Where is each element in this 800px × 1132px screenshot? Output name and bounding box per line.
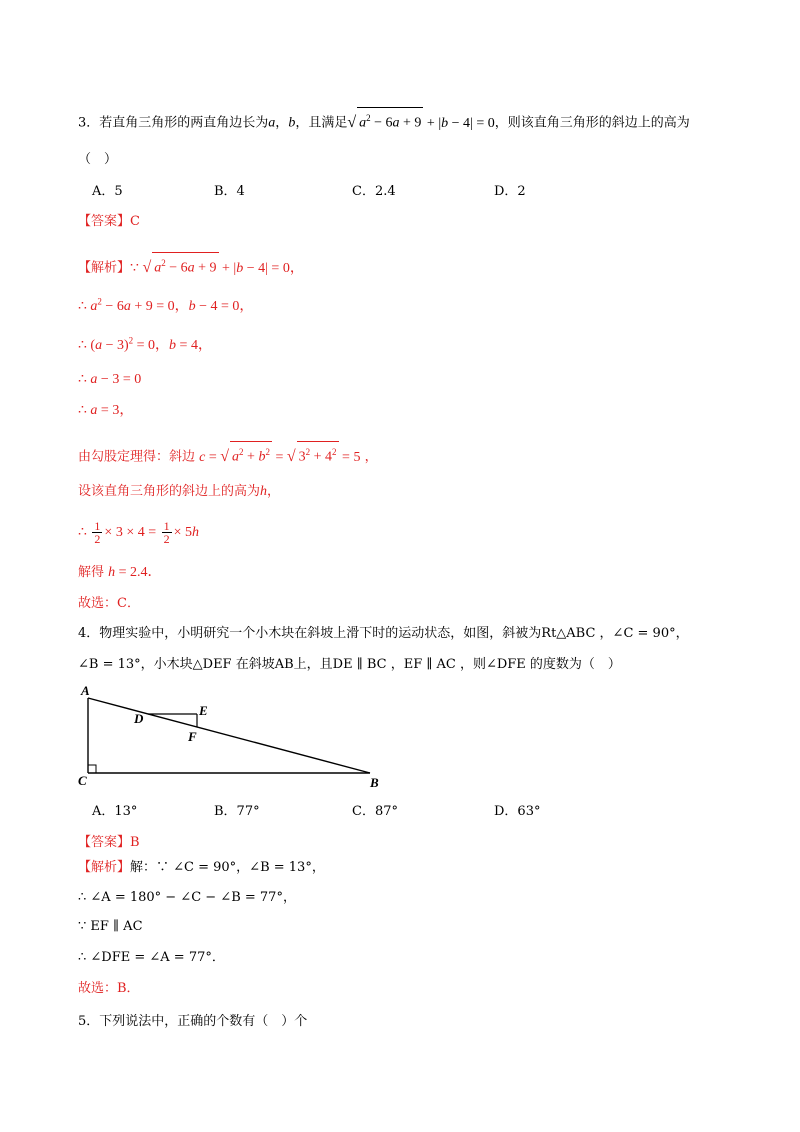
q4-analysis-step-5: 故选：B． <box>78 981 140 996</box>
side-ab <box>88 698 370 773</box>
q3-analysis-step-2: ∴ $a^2 - 6a + 9 = 0$，b − 4 = 0， <box>78 296 254 314</box>
q4-analysis-step-4: ∴ ∠DFE = ∠A = 77°． <box>78 950 225 965</box>
q4-option-a: A．13° <box>92 804 138 819</box>
right-angle-mark <box>88 765 96 773</box>
q4-stem-line-2: ∠B = 13°，小木块△DEF 在斜坡AB上，且DE ∥ BC ，EF ∥ AC ，则∠DFE 的度数为（ ） <box>78 657 621 672</box>
q4-option-d: D．63° <box>494 804 541 819</box>
q4-analysis-step-3: ∵ EF ∥ AC <box>78 919 143 934</box>
label-e: E <box>199 703 208 718</box>
label-c: C <box>78 773 87 788</box>
q3-analysis-step-3: ∴ $(a - 3)^2 = 0$，b = 4， <box>78 335 212 353</box>
q3-option-d: D．2 <box>494 184 526 199</box>
q3-analysis-step-7: 设该直角三角形的斜边上的高为h， <box>78 484 281 499</box>
q3-number: 3． <box>78 115 100 131</box>
q3-option-b: B．4 <box>214 184 245 199</box>
q4-figure-right-triangle <box>78 684 398 796</box>
q5-number: 5． <box>78 1014 100 1029</box>
q3-analysis-step-6: 由勾股定理得：斜边 c = √ $a^2 + b^2$ = √ $3^2 + 4^2 = 5$ ， <box>78 441 378 468</box>
q3-answer: 【答案】C <box>78 214 140 229</box>
q4-option-c: C．87° <box>352 804 398 819</box>
q3-analysis-step-1: 【解析】∵ √ $a^2 - 6a + 9 + |b - 4| = 0$， <box>78 252 304 279</box>
q5-stem: 5．下列说法中，正确的个数有（ ）个 <box>78 1014 308 1029</box>
q4-stem-line-1: 4．物理实验中，小明研究一个小木块在斜坡上滑下时的运动状态，如图，斜被为Rt△ABC ，∠C = 90°， <box>78 626 689 641</box>
q4-number: 4． <box>78 626 100 641</box>
label-d: D <box>134 711 144 726</box>
q3-condition: √ $a^2 - 6a + 9 + |b - 4| = 0$ <box>347 116 494 131</box>
q3-analysis-step-4: ∴ a − 3 = 0 <box>78 372 142 387</box>
label-f: F <box>188 729 197 744</box>
q3-analysis-step-5: ∴ a = 3， <box>78 403 134 418</box>
label-b: B <box>370 775 379 790</box>
q4-option-b: B．77° <box>214 804 260 819</box>
q3-paren: （ ） <box>78 152 118 167</box>
q4-answer: 【答案】B <box>78 835 140 850</box>
q4-analysis-step-1: 【解析】解：∵ ∠C = 90°，∠B = 13°， <box>78 860 325 875</box>
q3-option-a: A．5 <box>92 184 123 199</box>
q3-option-c: C．2.4 <box>352 184 396 199</box>
q4-analysis-step-2: ∴ ∠A = 180° − ∠C − ∠B = 77°， <box>78 890 296 905</box>
q3-analysis-step-10: 故选：C． <box>78 596 140 611</box>
q3-analysis-step-8: ∴ $\frac{1}{2}$ × 3 × 4 = $\frac{1}{2}$ × 5h <box>78 519 200 546</box>
q3-stem: 3．若直角三角形的两直角边长为a，b，且满足√ $a^2 - 6a + 9 + |b - 4| = 0$，则该直角三角形的斜边上的高为 <box>78 107 690 134</box>
label-a: A <box>81 684 90 698</box>
q3-analysis-step-9: 解得 h = 2.4． <box>78 565 162 580</box>
